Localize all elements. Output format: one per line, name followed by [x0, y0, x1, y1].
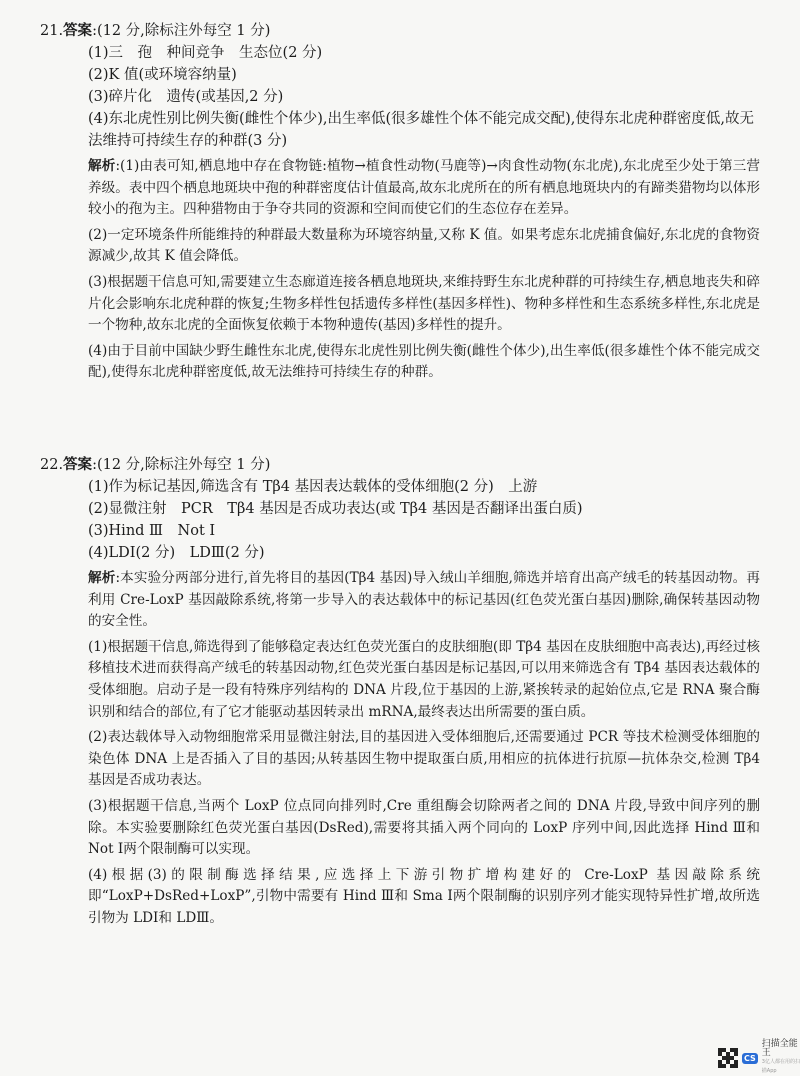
q22-score-note: :(12 分,除标注外每空 1 分): [92, 457, 271, 473]
q22-answer-2: (2)显微注射 PCR Tβ4 基因是否成功表达(或 Tβ4 基因是否翻译出蛋白质): [88, 501, 583, 517]
q22-analysis-2: (2)表达载体导入动物细胞常采用显微注射法,目的基因进入受体细胞后,还需要通过 PCR 等技术检测受体细胞的染色体 DNA 上是否插入了目的基因;从转基因生物中提取蛋白质,用相应的抗体进行抗原—抗体杂交,检测 Tβ4 基因是否成功表达。: [88, 729, 760, 789]
scanner-watermark: [718, 1040, 800, 1076]
q22-answer-1: (1)作为标记基因,筛选含有 Tβ4 基因表达载体的受体细胞(2 分) 上游: [88, 479, 538, 495]
scanner-subtitle: 3亿人都在用的扫描App: [761, 1059, 800, 1074]
q21-answer-4: (4)东北虎性别比例失衡(雌性个体少),出生率低(很多雄性个体不能完成交配),使得东北虎种群密度低,故无法维持可持续生存的种群(3 分): [88, 111, 754, 149]
q22-analysis-1: (1)根据题干信息,筛选得到了能够稳定表达红色荧光蛋白的皮肤细胞(即 Tβ4 基因在皮肤细胞中高表达),再经过核移植技术进而获得高产绒毛的转基因动物,红色荧光蛋白基因是标记基因,可以用来筛选含有 Tβ4 基因表达载体的受体细胞。启动子是一段有特殊序列结构的 DNA 片段,位于基因的上游,紧挨转录的起始位点,它是 RNA 聚合酶识别和结合的部位,有了它才能驱动基因转录出 mRNA,最终表达出所需要的蛋白质。: [88, 638, 760, 720]
qr-code-icon: [718, 1048, 738, 1068]
q22-number: 22.: [40, 457, 64, 473]
q21-analysis-1: (2)一定环境条件所能维持的种群最大数量称为环境容纳量,又称 K 值。如果考虑东北虎捕食偏好,东北虎的食物资源减少,故其 K 值会降低。: [88, 226, 761, 265]
q22-analysis-text-0: :本实验分两部分进行,首先将目的基因(Tβ4 基因)导入绒山羊细胞,筛选并培育出高产绒毛的转基因动物。再利用 Cre-LoxP 基因敲除系统,将第一步导入的表达载体中的标记基因(红色荧光蛋白基因)删除,确保转基因动物的安全性。: [88, 570, 761, 630]
q22-answer-3: (3)Hind Ⅲ Not Ⅰ: [88, 523, 216, 539]
q22-analysis-label: 解析: [88, 570, 116, 586]
q21-score-note: :(12 分,除标注外每空 1 分): [92, 23, 271, 39]
q22-answer-4: (4)LDⅠ(2 分) LDⅢ(2 分): [88, 545, 265, 561]
q21-analysis-2: (3)根据题干信息可知,需要建立生态廊道连接各栖息地斑块,来维持野生东北虎种群的可持续生存,栖息地丧失和碎片化会影响东北虎种群的恢复;生物多样性包括遗传多样性(基因多样性)、物种多样性和生态系统多样性,东北虎是一个物种,故东北虎的全面恢复依赖于本物种遗传(基因)多样性的提升。: [88, 273, 761, 334]
q21-analysis-label: 解析: [88, 158, 116, 174]
question-21: [40, 20, 761, 384]
q21-answer-3: (3)碎片化 遗传(或基因,2 分): [88, 89, 284, 105]
scanner-title: 扫描全能王: [761, 1039, 798, 1058]
camscanner-logo: CS: [744, 1053, 756, 1063]
q21-answer-1: (1)三 孢 种间竞争 生态位(2 分): [88, 45, 323, 61]
q22-analysis-intro: [64, 568, 760, 633]
q21-answer-2: (2)K 值(或环境容纳量): [88, 67, 237, 83]
q22-analysis-3: (3)根据题干信息,当两个 LoxP 位点同向排列时,Cre 重组酶会切除两者之间的 DNA 片段,导致中间序列的删除。本实验要删除红色荧光蛋白基因(DsRed),需要将其插入两个同向的 LoxP 序列中间,因此选择 Hind Ⅲ和 Not Ⅰ两个限制酶可以实现。: [88, 797, 760, 858]
q21-analysis-intro: [64, 156, 760, 221]
q22-analysis-4: (4)根据(3)的限制酶选择结果,应选择上下游引物扩增构建好的 Cre-LoxP 基因敲除系统即“LoxP+DsRed+LoxP”,引物中需要有 Hind Ⅲ和 Sma Ⅰ两个限制酶的识别序列才能实现特异性扩增,故所选引物为 LDⅠ和 LDⅢ。: [88, 866, 760, 926]
scanner-text: [762, 1040, 800, 1076]
q21-number: 21.: [40, 23, 64, 39]
q22-header: [40, 454, 760, 476]
q21-analysis-3: (4)由于目前中国缺少野生雌性东北虎,使得东北虎性别比例失衡(雌性个体少),出生率低(很多雄性个体不能完成交配),使得东北虎种群密度低,故无法维持可持续生存的种群。: [88, 342, 760, 381]
q21-header: [40, 20, 760, 42]
question-22: [40, 454, 761, 930]
q21-answer-label: 答案: [63, 23, 93, 39]
q21-analysis-text-0: :(1)由表可知,栖息地中存在食物链:植物→植食性动物(马鹿等)→肉食性动物(东北虎),东北虎至少处于第三营养级。表中四个栖息地斑块中孢的种群密度估计值最高,故东北虎所在的所有栖息地斑块内的有蹄类猎物均以体形较小的孢为主。四种猎物由于争夺共同的资源和空间而使它们的生态位存在差异。: [88, 158, 760, 218]
q22-answer-label: 答案: [63, 457, 93, 473]
